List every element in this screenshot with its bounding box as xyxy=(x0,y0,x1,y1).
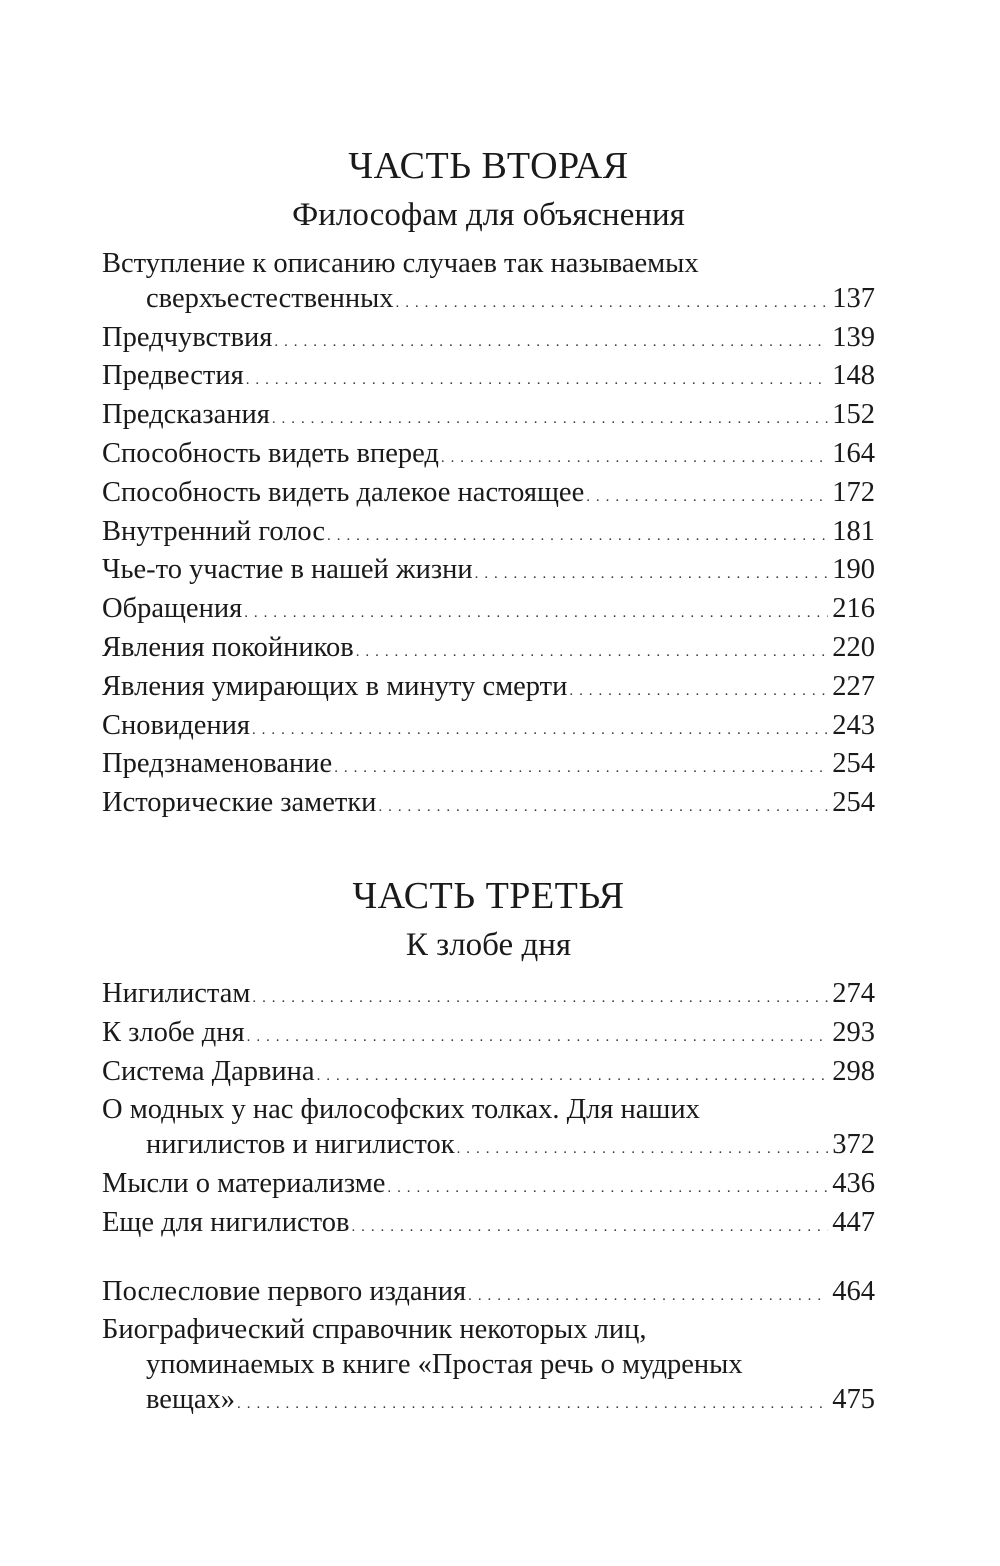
page-number: 254 xyxy=(832,787,875,819)
toc-entry[interactable] xyxy=(102,476,875,515)
toc-entry-title: Явления умирающих в минуту смерти xyxy=(102,670,568,702)
toc-entry-title: Внутренний голос xyxy=(102,515,326,547)
dot-leader xyxy=(246,363,829,398)
dot-leader xyxy=(378,790,828,825)
page-number: 190 xyxy=(832,554,875,586)
toc-entry-title: Способность видеть далекое настоящее xyxy=(102,476,585,508)
toc-entry-title: Явления покойников xyxy=(102,631,354,663)
page-number: 464 xyxy=(832,1275,875,1307)
dot-leader xyxy=(237,1387,828,1422)
toc-entry[interactable] xyxy=(102,553,875,592)
toc-entry-title: Нигилистам xyxy=(102,977,251,1009)
dot-leader xyxy=(317,1059,829,1094)
page-number: 164 xyxy=(832,437,875,469)
toc-entry-title-continued: сверхъестественных xyxy=(146,282,394,314)
toc-entry-title: К злобе дня xyxy=(102,1016,245,1048)
toc-entry[interactable] xyxy=(102,709,875,748)
toc-entry[interactable] xyxy=(102,631,875,670)
part-three-subtitle: К злобе дня xyxy=(405,926,572,963)
toc-entry-title-continued: упоминаемых в книге «Простая речь о мудреных xyxy=(146,1349,743,1381)
dot-leader xyxy=(356,635,829,670)
page-number: 293 xyxy=(832,1016,875,1048)
dot-leader xyxy=(586,480,828,515)
toc-entry-title: Способность видеть вперед xyxy=(102,437,439,469)
toc-entry[interactable] xyxy=(102,359,875,398)
page-number: 475 xyxy=(832,1383,875,1415)
toc-entry-title: Предзнаменование xyxy=(102,748,333,780)
dot-leader xyxy=(457,1132,829,1167)
toc-entry[interactable] xyxy=(102,1275,875,1314)
dot-leader xyxy=(252,981,828,1016)
toc-entry[interactable] xyxy=(102,977,875,1016)
toc-entry[interactable] xyxy=(102,1206,875,1245)
dot-leader xyxy=(274,325,828,360)
toc-entry[interactable] xyxy=(102,515,875,554)
dot-leader xyxy=(252,713,828,748)
toc-entry-title: Чье-то участие в нашей жизни xyxy=(102,554,473,586)
page-number: 447 xyxy=(832,1206,875,1238)
toc-entry-title: Мысли о материализме xyxy=(102,1167,386,1199)
page-number: 436 xyxy=(832,1167,875,1199)
toc-entry-title: Еще для нигилистов xyxy=(102,1206,350,1238)
toc-entry-title: Исторические заметки xyxy=(102,787,377,819)
toc-entry[interactable] xyxy=(102,1055,875,1094)
toc-entry[interactable] xyxy=(102,670,875,709)
toc-entry-title: Послесловие первого издания xyxy=(102,1275,467,1307)
toc-entry[interactable] xyxy=(102,786,875,825)
page-number: 137 xyxy=(832,282,875,314)
dot-leader xyxy=(387,1171,828,1206)
group-spacer xyxy=(102,1245,875,1275)
dot-leader xyxy=(351,1210,828,1245)
dot-leader xyxy=(441,441,828,476)
toc-entry[interactable] xyxy=(102,1313,875,1421)
section-spacer xyxy=(102,825,875,873)
page-number: 172 xyxy=(832,476,875,508)
page-number: 254 xyxy=(832,748,875,780)
toc-entry-title: Предчувствия xyxy=(102,321,273,353)
toc-entry-title: Система Дарвина xyxy=(102,1055,315,1087)
toc-entry[interactable] xyxy=(102,398,875,437)
page-number: 274 xyxy=(832,977,875,1009)
toc-entry[interactable] xyxy=(102,1093,875,1167)
page-number: 139 xyxy=(832,321,875,353)
toc-entry[interactable] xyxy=(102,321,875,360)
toc-entry[interactable] xyxy=(102,1167,875,1206)
page-number: 372 xyxy=(832,1129,875,1161)
toc-entry-title: Биографический справочник некоторых лиц, xyxy=(102,1314,647,1346)
dot-leader xyxy=(468,1279,828,1314)
page-number: 216 xyxy=(832,593,875,625)
page-number: 152 xyxy=(832,399,875,431)
dot-leader xyxy=(247,1020,829,1055)
dot-leader xyxy=(396,286,829,321)
toc-entry[interactable] xyxy=(102,592,875,631)
dot-leader xyxy=(334,751,828,786)
toc-entry[interactable] xyxy=(102,1016,875,1055)
dot-leader xyxy=(244,596,828,631)
toc-entry[interactable] xyxy=(102,247,875,321)
part-two-subtitle: Философам для объяснения xyxy=(292,197,685,233)
page-number: 148 xyxy=(832,360,875,392)
page-number: 181 xyxy=(832,515,875,547)
toc-entry-title-continued: нигилистов и нигилисток xyxy=(146,1129,455,1161)
page-number: 298 xyxy=(832,1055,875,1087)
page-number: 243 xyxy=(832,709,875,741)
toc-entry-title: Вступление к описанию случаев так называемых xyxy=(102,248,699,279)
toc-entry[interactable] xyxy=(102,747,875,786)
dot-leader xyxy=(475,557,829,592)
dot-leader xyxy=(327,519,828,554)
toc-entry-title: О модных у нас философских толках. Для наших xyxy=(102,1094,700,1126)
table-of-contents xyxy=(102,143,875,1422)
toc-entry-title: Сновидения xyxy=(102,709,250,741)
toc-entry-title: Предсказания xyxy=(102,399,270,431)
part-two-title: ЧАСТЬ ВТОРАЯ xyxy=(348,145,629,187)
toc-entry-title: Предвестия xyxy=(102,360,244,392)
dot-leader xyxy=(569,674,828,709)
toc-entry-title-continued: вещах» xyxy=(146,1383,236,1415)
page-number: 227 xyxy=(832,670,875,702)
part-three-title: ЧАСТЬ ТРЕТЬЯ xyxy=(352,874,625,917)
toc-entry[interactable] xyxy=(102,437,875,476)
page-number: 220 xyxy=(832,631,875,663)
toc-entry-title: Обращения xyxy=(102,593,243,625)
dot-leader xyxy=(272,402,828,437)
